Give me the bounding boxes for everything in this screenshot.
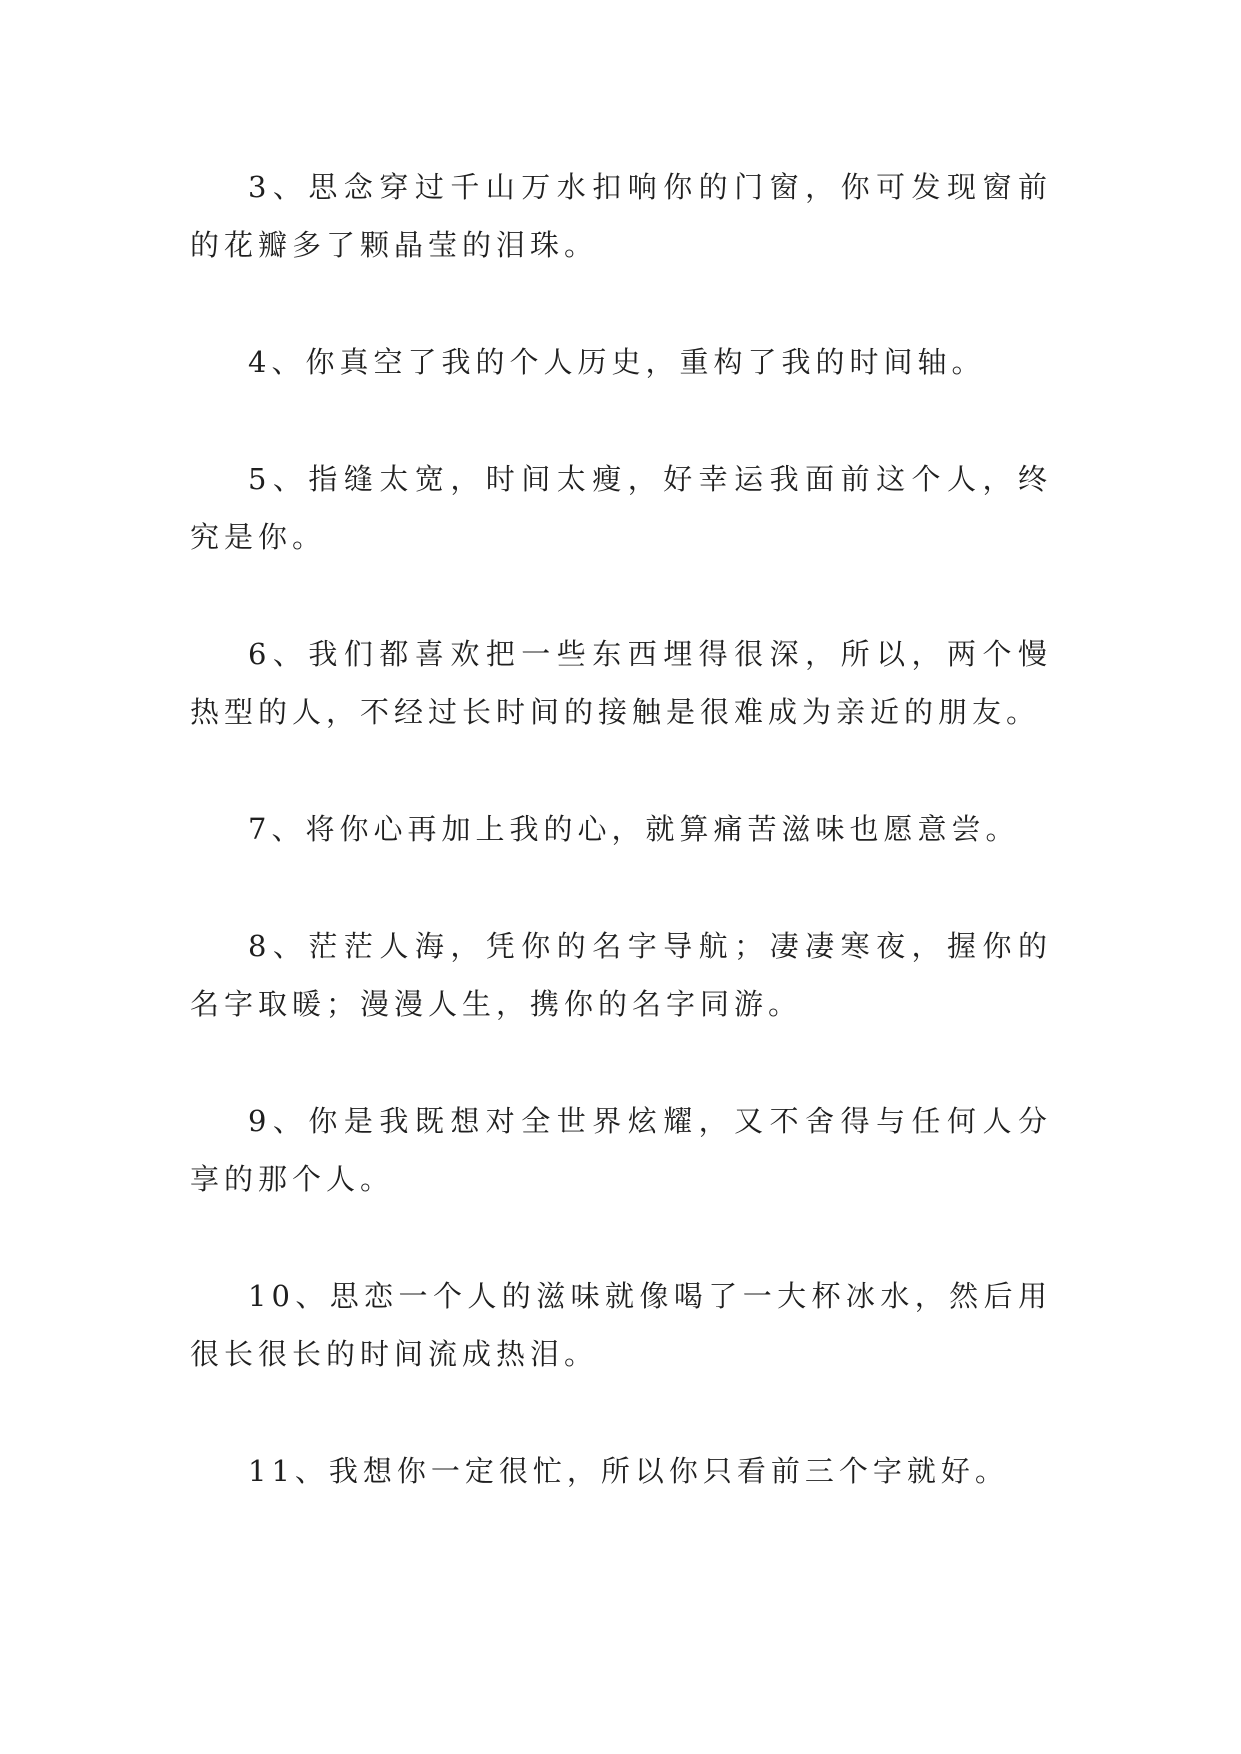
paragraph-5: 5、指缝太宽，时间太瘦，好幸运我面前这个人，终究是你。 [190,462,1052,554]
document-body [190,158,1052,1559]
paragraph-7: 7、将你心再加上我的心，就算痛苦滋味也愿意尝。 [248,812,1020,846]
paragraph-11: 11、我想你一定很忙，所以你只看前三个字就好。 [248,1454,1009,1488]
paragraph-6: 6、我们都喜欢把一些东西埋得很深，所以，两个慢热型的人，不经过长时间的接触是很难成为亲近的朋友。 [190,637,1052,729]
paragraph-8: 8、茫茫人海，凭你的名字导航；凄凄寒夜，握你的名字取暖；漫漫人生，携你的名字同游。 [190,929,1052,1021]
paragraph-3: 3、思念穿过千山万水扣响你的门窗，你可发现窗前的花瓣多了颗晶莹的泪珠。 [190,170,1052,262]
paragraph-4: 4、你真空了我的个人历史，重构了我的时间轴。 [248,345,986,379]
paragraph-9: 9、你是我既想对全世界炫耀，又不舍得与任何人分享的那个人。 [190,1104,1052,1196]
paragraph-10: 10、思恋一个人的滋味就像喝了一大杯冰水，然后用很长很长的时间流成热泪。 [190,1279,1052,1371]
